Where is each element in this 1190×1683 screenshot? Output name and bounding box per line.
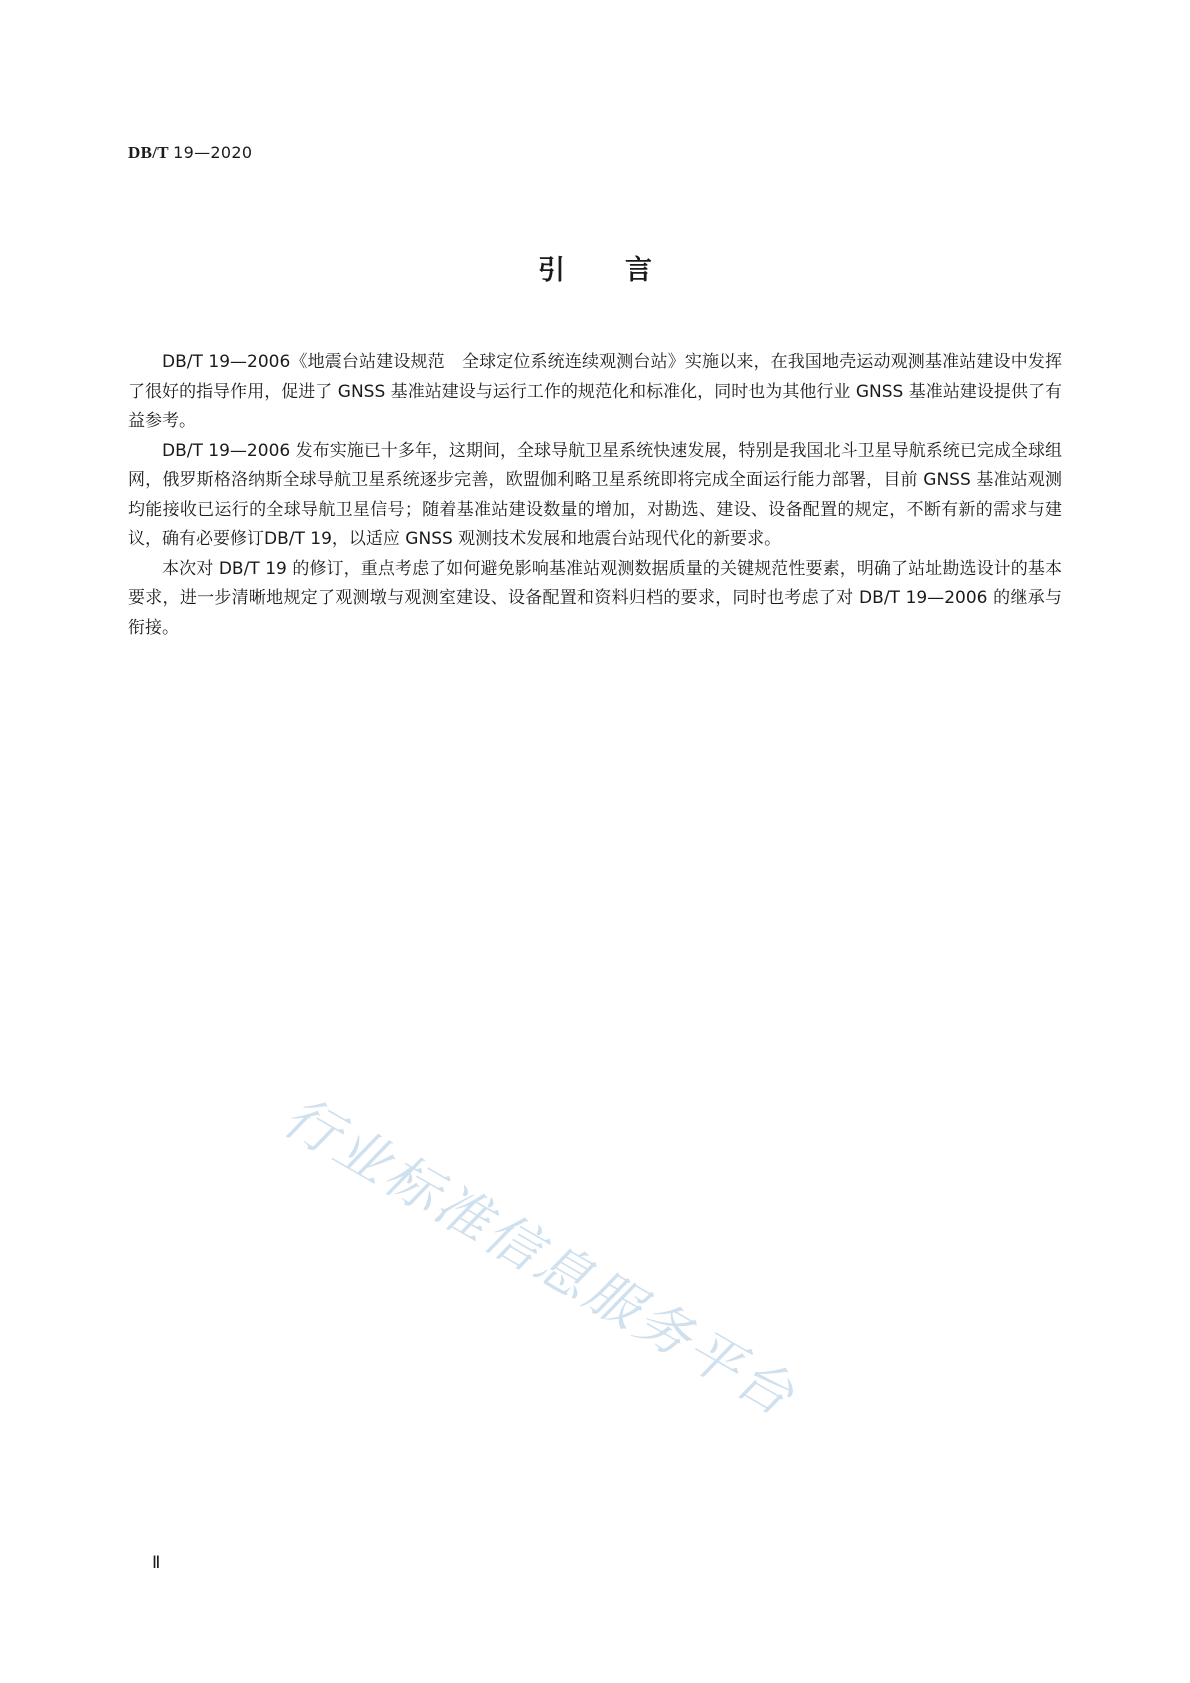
paragraph-1: DB/T 19—2006《地震台站建设规范 全球定位系统连续观测台站》实施以来，在我国地壳运动观测基准站建设中发挥了很好的指导作用，促进了 GNSS 基准站建设与运行工作的规范化和标准化，同时也为其他行业 GNSS 基准站建设提供了有益参考。 (128, 352, 1062, 431)
paragraph-3: 本次对 DB/T 19 的修订，重点考虑了如何避免影响基准站观测数据质量的关键规范性要素，明确了站址勘选设计的基本要求，进一步清晰地规定了观测墩与观测室建设、设备配置和资料归档的要求，同时也考虑了对 DB/T 19—2006 的继承与衔接。 (128, 558, 1062, 638)
document-code (128, 143, 252, 163)
introduction-body (128, 348, 1062, 643)
document-code-number: 19—2020 (173, 143, 253, 162)
watermark: 行业标准信息服务平台 (273, 1084, 807, 1430)
section-title: 引言 (538, 255, 712, 286)
paragraph-2: DB/T 19—2006 发布实施已十多年，这期间，全球导航卫星系统快速发展，特别是我国北斗卫星导航系统已完成全球组网，俄罗斯格洛纳斯全球导航卫星系统逐步完善，欧盟伽利略卫星系统即将完成全面运行能力部署，目前 GNSS 基准站观测均能接收已运行的全球导航卫星信号；随着基准站建设数量的增加，对勘选、建设、设备配置的规定，不断有新的需求与建议，确有必要修订DB/T 19，以适应 GNSS 观测技术发展和地震台站现代化的新要求。 (128, 440, 1062, 549)
document-code-prefix: DB/T (128, 143, 169, 162)
page-number: Ⅱ (152, 1553, 161, 1572)
